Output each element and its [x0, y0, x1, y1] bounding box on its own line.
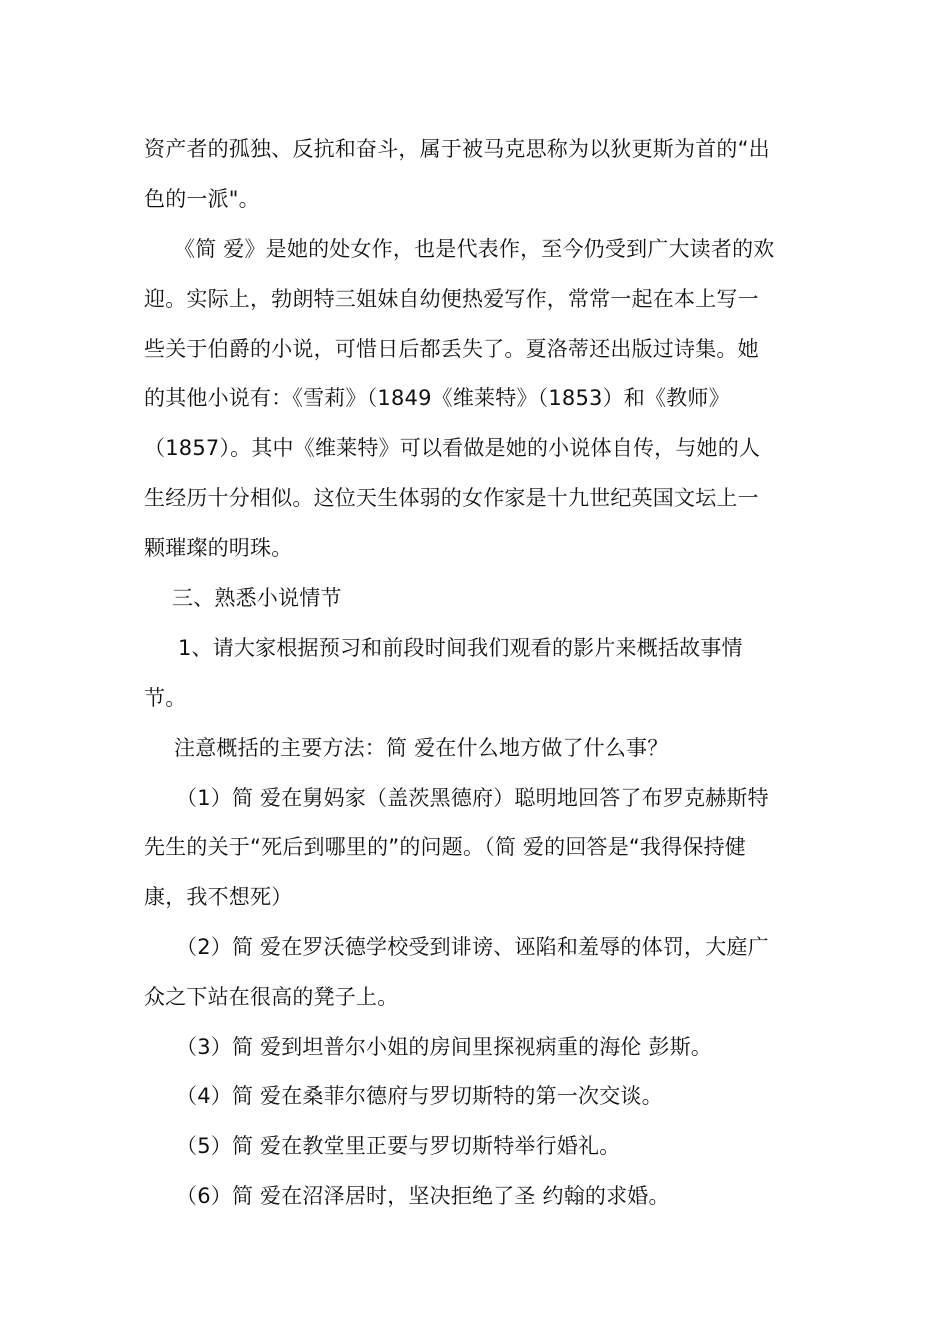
text-line: （1857）。其中《维莱特》可以看做是她的小说体自传，与她的人 [144, 436, 761, 460]
text-line: 先生的关于“死后到哪里的”的问题。（简 爱的回答是“我得保持健 [144, 835, 747, 859]
list-item: （3）简 爱到坦普尔小姐的房间里探视病重的海伦 彭斯。 [176, 1035, 713, 1059]
text-line: 1、请大家根据预习和前段时间我们观看的影片来概括故事情 [178, 636, 743, 660]
text-line: 的其他小说有：《雪莉》（1849《维莱特》（1853）和《教师》 [144, 386, 730, 410]
section-heading: 三、熟悉小说情节 [172, 586, 342, 610]
text-line: 康，我不想死） [144, 885, 293, 909]
text-line: 迎。实际上，勃朗特三姐妹自幼便热爱写作，常常一起在本上写一 [144, 287, 759, 311]
list-item: （6）简 爱在沼泽居时，坚决拒绝了圣 约翰的求婚。 [176, 1184, 670, 1208]
text-line: 颗璀璨的明珠。 [144, 536, 293, 560]
list-item: （1）简 爱在舅妈家（盖茨黑德府）聪明地回答了布罗克赫斯特 [176, 786, 769, 810]
text-line: 些关于伯爵的小说，可惜日后都丢失了。夏洛蒂还出版过诗集。她 [144, 337, 759, 361]
list-item: （5）简 爱在教堂里正要与罗切斯特举行婚礼。 [176, 1134, 621, 1158]
text-line: 《简 爱》是她的处女作，也是代表作，至今仍受到广大读者的欢 [174, 237, 775, 261]
text-line: 节。 [144, 686, 187, 710]
list-item: （2）简 爱在罗沃德学校受到诽谤、诬陷和羞辱的体罚，大庭广 [176, 935, 769, 959]
text-line: 色的一派"。 [144, 187, 260, 211]
text-line: 生经历十分相似。这位天生体弱的女作家是十九世纪英国文坛上一 [144, 486, 759, 510]
list-item: （4）简 爱在桑菲尔德府与罗切斯特的第一次交谈。 [176, 1084, 663, 1108]
text-line: 众之下站在很高的凳子上。 [144, 985, 399, 1009]
text-line: 注意概括的主要方法：简 爱在什么地方做了什么事？ [174, 736, 669, 760]
text-line: 资产者的孤独、反抗和奋斗，属于被马克思称为以狄更斯为首的“出 [144, 137, 770, 161]
